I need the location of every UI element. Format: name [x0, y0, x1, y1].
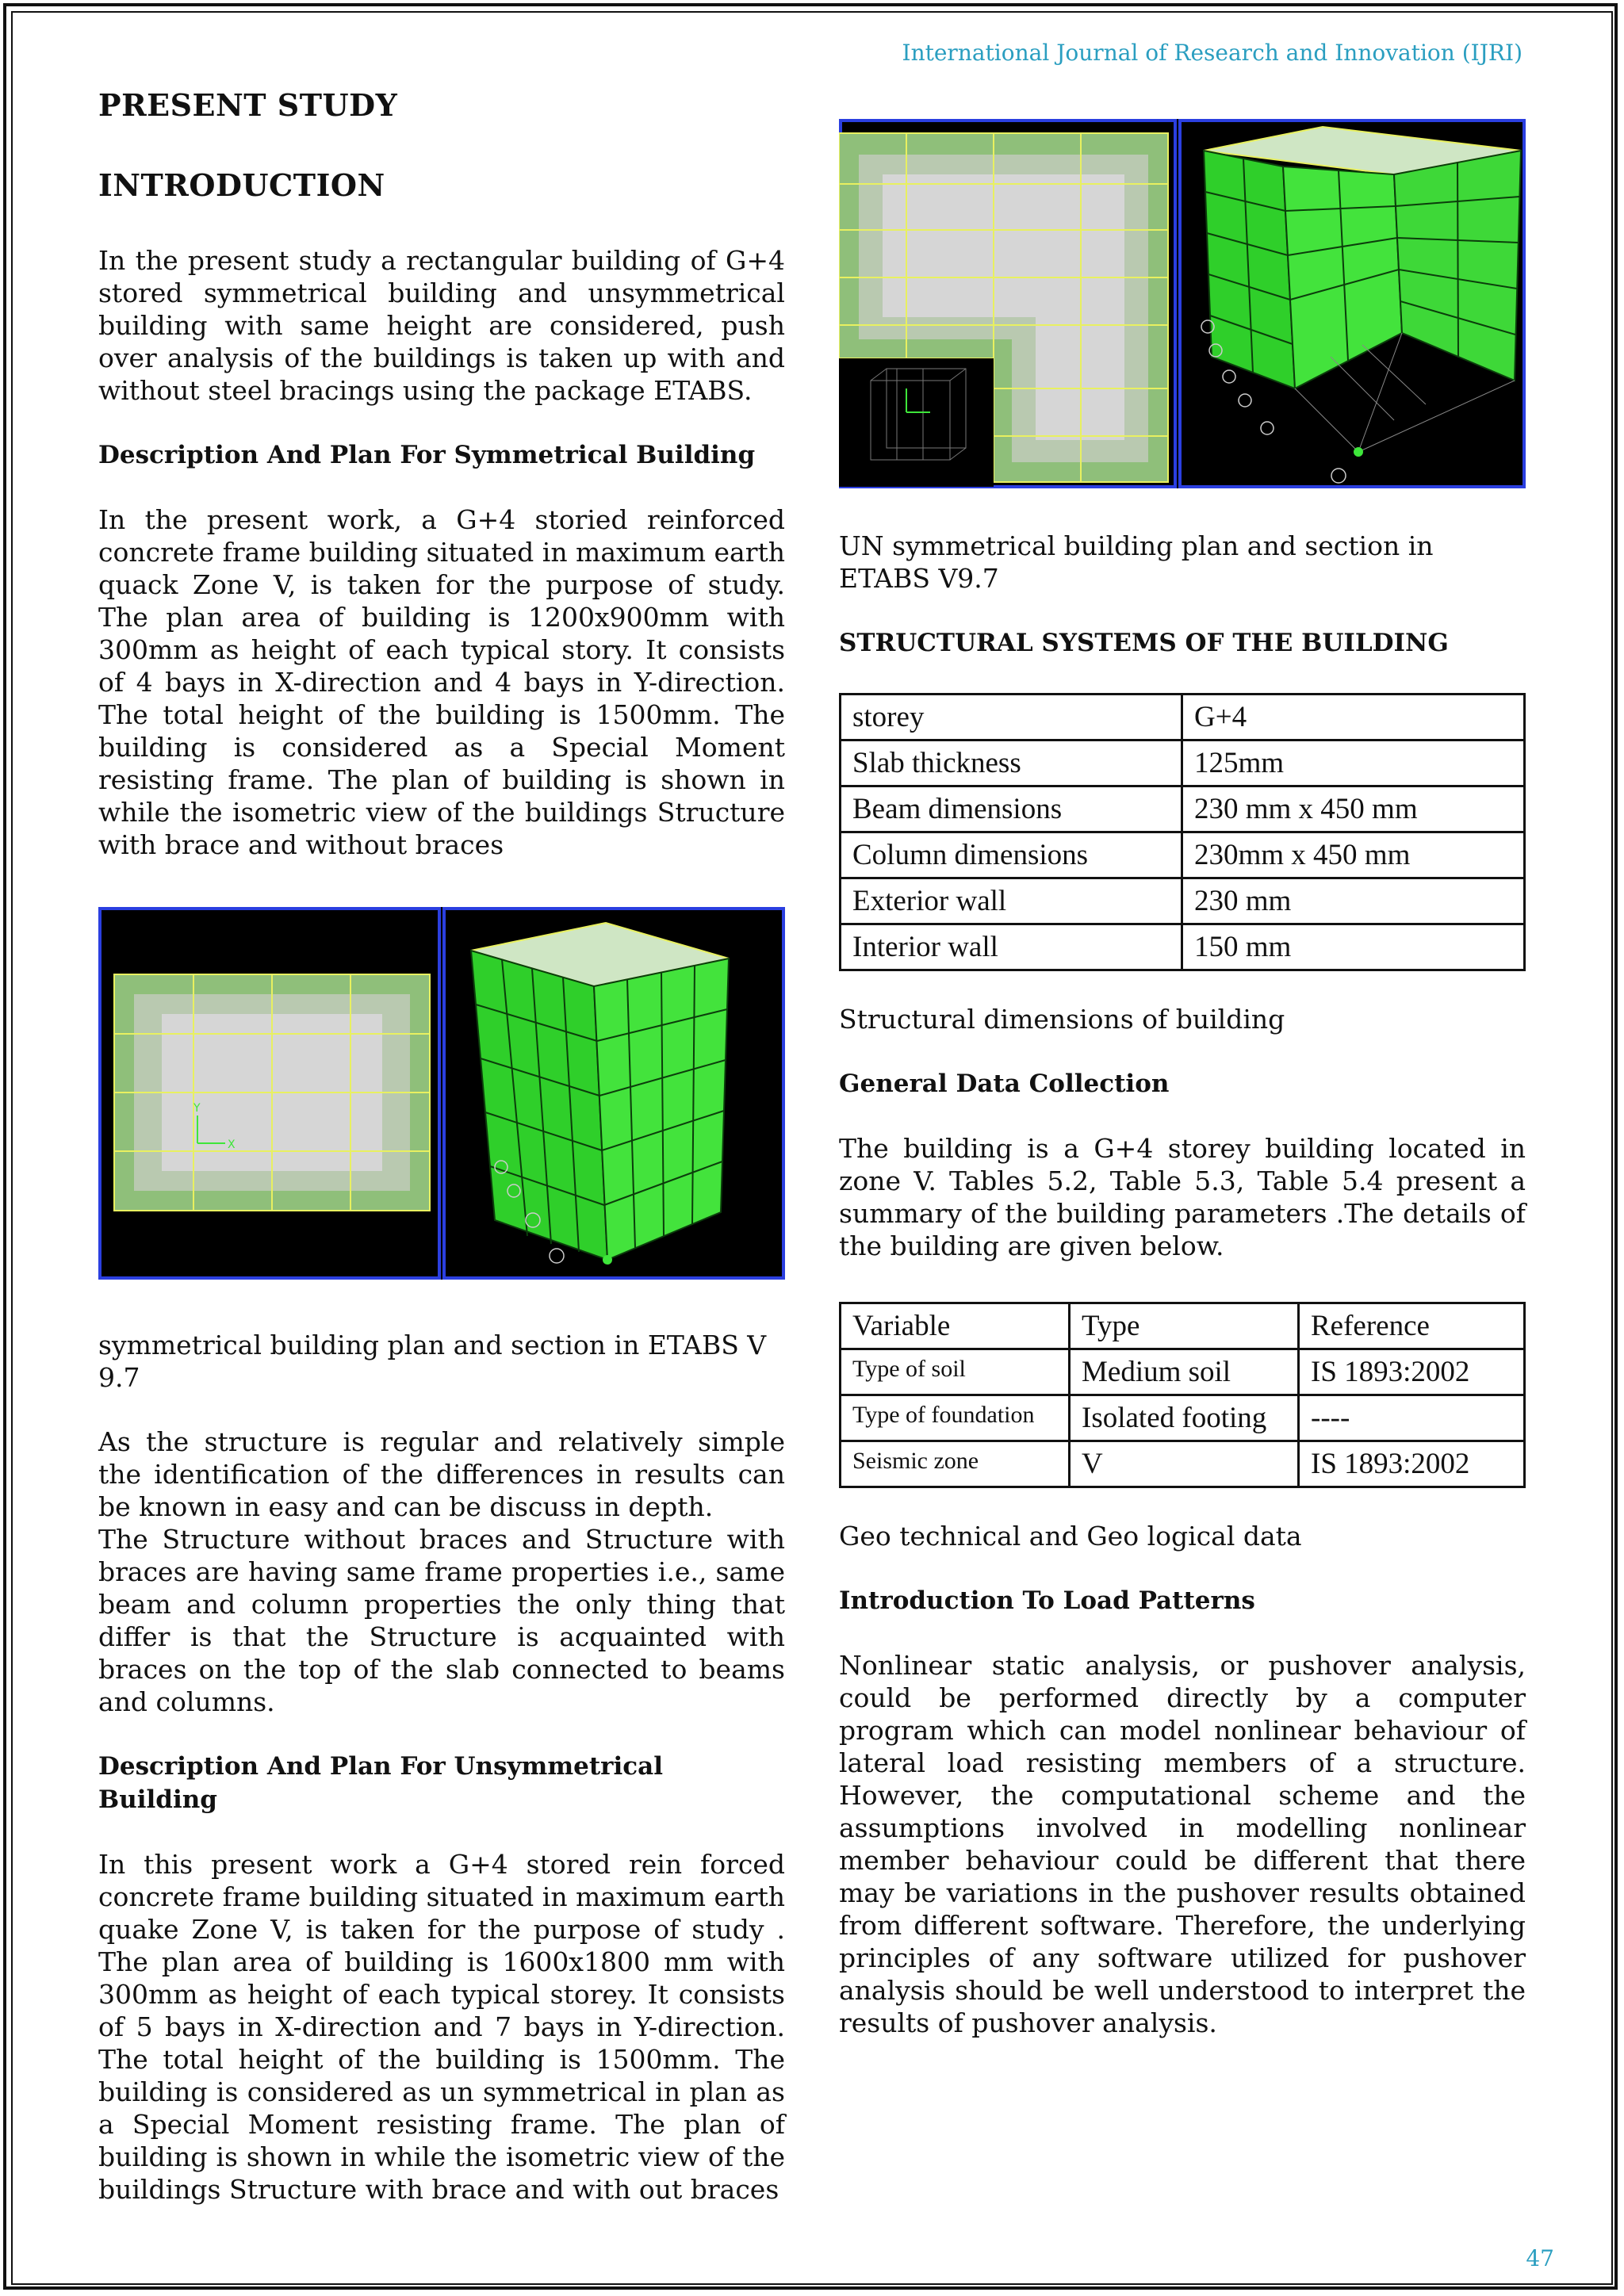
table-cell: G+4: [1182, 695, 1525, 740]
table-cell: Medium soil: [1070, 1349, 1299, 1395]
table-cell: storey: [841, 695, 1182, 740]
general-paragraph: The building is a G+4 storey building located in zone V. Tables 5.2, Table 5.3, Table 5.4 present a summary of the building parameters .The details of the building are given below.: [839, 1133, 1526, 1261]
table-header-cell: Reference: [1299, 1303, 1525, 1349]
structural-caption: Structural dimensions of building: [839, 1004, 1285, 1035]
symmetrical-axis-x-label: X: [228, 1138, 236, 1151]
table-row: [841, 1349, 1525, 1395]
table-cell: Exterior wall: [841, 878, 1182, 924]
heading-unsymmetrical: Description And Plan For Unsymmetrical Building: [98, 1752, 664, 1814]
data-caption: Geo technical and Geo logical data: [839, 1521, 1302, 1552]
symmetrical-caption: symmetrical building plan and section in ETABS V 9.7: [98, 1330, 767, 1393]
table-cell: Isolated footing: [1070, 1395, 1299, 1441]
table-cell: Slab thickness: [841, 740, 1182, 786]
table-row: [841, 924, 1525, 970]
symmetrical-figure-svg: [98, 907, 785, 1280]
table-cell: IS 1893:2002: [1299, 1441, 1525, 1487]
table-header-row: [841, 1303, 1525, 1349]
left-column: [98, 87, 785, 2237]
table-row: [841, 1441, 1525, 1487]
table-cell: Beam dimensions: [841, 786, 1182, 832]
heading-structural-systems: STRUCTURAL SYSTEMS OF THE BUILDING: [839, 629, 1449, 657]
symmetrical-building-figure: [98, 907, 785, 1280]
table-row: [841, 1395, 1525, 1441]
table-cell: Interior wall: [841, 924, 1182, 970]
unsymmetrical-figure-svg: [839, 119, 1526, 488]
regular-paragraph: As the structure is regular and relatively simple the identification of the differences in results can be known in easy and can be discuss in depth.: [98, 1426, 785, 1522]
table-cell: V: [1070, 1441, 1299, 1487]
heading-present-study: PRESENT STUDY: [98, 87, 398, 123]
table-row: [841, 878, 1525, 924]
right-column: [839, 119, 1526, 2071]
table-cell: Column dimensions: [841, 832, 1182, 878]
journal-title: International Journal of Research and Innovation (IJRI): [902, 40, 1522, 66]
table-cell: 230 mm: [1182, 878, 1525, 924]
symmetrical-paragraph: In the present work, a G+4 storied reinforced concrete frame building situated in maximum earth quack Zone V, is taken for the purpose of study. The plan area of building is 1200x900mm with 300mm as height of each typical story. It consists of 4 bays in X-direction and 4 bays in Y-direction. The total height of the building is 1500mm. The building is considered as a Special Moment resisting frame. The plan of building is shown in while the isometric view of the buildings Structure with brace and without braces: [98, 504, 786, 860]
table-row: [841, 695, 1525, 740]
unsymmetrical-paragraph: In this present work a G+4 stored rein forced concrete frame building situated in maximum earth quake Zone V, is taken for the purpose of study . The plan area of building is 1600x1800 mm with 300mm as height of each typical storey. It consists of 5 bays in X-direction and 7 bays in Y-direction. The total height of the building is 1500mm. The building is considered as un symmetrical in plan as a Special Moment resisting frame. The plan of building is shown in while the isometric view of the buildings Structure with brace and with out braces: [98, 1849, 786, 2205]
intro-paragraph: In the present study a rectangular building of G+4 stored symmetrical building and unsymmetrical building with same height are considered, push over analysis of the buildings is taken up with and without steel bracings using the package ETABS.: [98, 245, 785, 406]
heading-load-patterns: Introduction To Load Patterns: [839, 1586, 1255, 1615]
table-row: [841, 786, 1525, 832]
heading-introduction: INTRODUCTION: [98, 167, 385, 203]
heading-symmetrical: Description And Plan For Symmetrical Building: [98, 441, 756, 469]
geotechnical-data-table: [839, 1302, 1526, 1488]
braces-paragraph: The Structure without braces and Structure with braces are having same frame properties i.e., same beam and column properties the only thing that differ is that the Structure is acquainted with braces on the top of the slab connected to beams and columns.: [98, 1524, 785, 1717]
table-cell: Type of soil: [841, 1349, 1070, 1395]
table-cell: IS 1893:2002: [1299, 1349, 1525, 1395]
table-row: [841, 832, 1525, 878]
table-cell: Type of foundation: [841, 1395, 1070, 1441]
symmetrical-plan-view: [114, 974, 430, 1211]
unsymmetrical-plan-view: [839, 133, 1168, 487]
table-cell: 125mm: [1182, 740, 1525, 786]
table-cell: ----: [1299, 1395, 1525, 1441]
symmetrical-axis-y-label: Y: [193, 1102, 201, 1115]
page-number: 47: [1526, 2245, 1554, 2271]
table-cell: 230mm x 450 mm: [1182, 832, 1525, 878]
symmetrical-isometric-view: [471, 923, 729, 1265]
table-header-cell: Variable: [841, 1303, 1070, 1349]
table-cell: 150 mm: [1182, 924, 1525, 970]
table-header-cell: Type: [1070, 1303, 1299, 1349]
heading-general-data: General Data Collection: [839, 1070, 1170, 1098]
structural-systems-table: [839, 693, 1526, 971]
table-row: [841, 740, 1525, 786]
unsymmetrical-building-figure: [839, 119, 1526, 488]
unsymmetrical-caption: UN symmetrical building plan and section in ETABS V9.7: [839, 530, 1434, 594]
table-cell: Seismic zone: [841, 1441, 1070, 1487]
table-cell: 230 mm x 450 mm: [1182, 786, 1525, 832]
load-paragraph: Nonlinear static analysis, or pushover analysis, could be performed directly by a computer program which can model nonlinear behaviour of lateral load resisting members of a structure. However, the computational scheme and the assumptions involved in modelling nonlinear member behaviour could be different that there may be variations in the pushover results obtained from different software. Therefore, the underlying principles of any software utilized for pushover analysis should be well understood to interpret the results of pushover analysis.: [839, 1650, 1526, 2038]
